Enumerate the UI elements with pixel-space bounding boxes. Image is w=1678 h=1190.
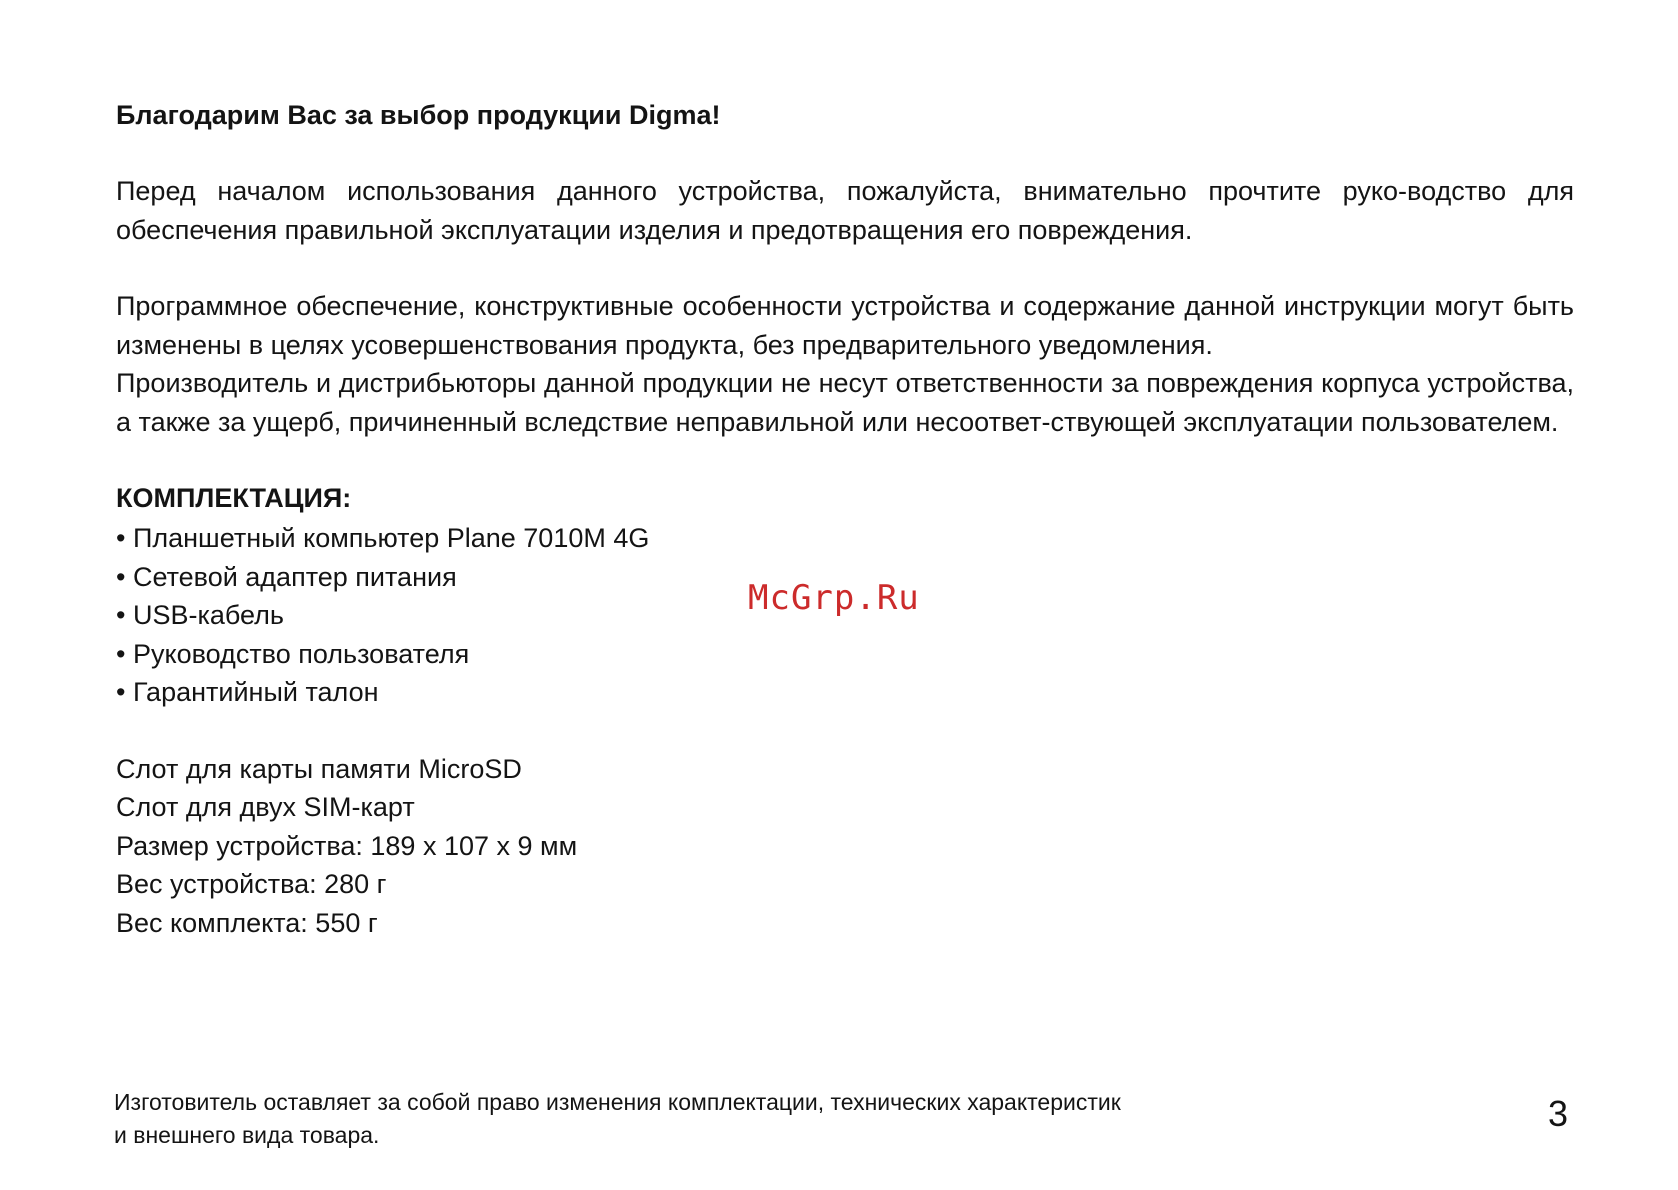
footer-line: Изготовитель оставляет за собой право изменения комплектации, технических характеристик xyxy=(114,1089,1121,1115)
spec-line: Слот для двух SIM-карт xyxy=(116,792,415,822)
spec-line: Вес устройства: 280 г xyxy=(116,869,387,899)
list-item: • Планшетный компьютер Plane 7010M 4G xyxy=(116,523,650,553)
list-item: • Руководство пользователя xyxy=(116,638,470,669)
spacer xyxy=(116,134,1574,172)
spec-line: Слот для карты памяти MicroSD xyxy=(116,753,522,784)
specs-block xyxy=(116,750,1574,943)
page-heading: Благодарим Вас за выбор продукции Digma! xyxy=(116,100,721,130)
list-item: • Гарантийный талон xyxy=(116,677,379,707)
notice-paragraph: Программное обеспечение, конструктивные особенности устройства и содержание данной инструкции могут быть изменены в целях усовершенствования продукта, без предварительного уведомления. xyxy=(116,291,1574,360)
spacer xyxy=(116,249,1574,287)
spec-line: Размер устройства: 189 x 107 x 9 мм xyxy=(116,830,578,861)
spacer xyxy=(116,441,1574,479)
liability-paragraph: Производитель и дистрибьюторы данной продукции не несут ответственности за повреждения корпуса устройства, а также за ущерб, причиненный вследствие неправильной или несоответ-ствующей эксплуатации пользователем. xyxy=(116,368,1574,437)
list-item: • Сетевой адаптер питания xyxy=(116,561,457,592)
spacer xyxy=(116,712,1574,750)
package-title: КОМПЛЕКТАЦИЯ: xyxy=(116,483,352,513)
intro-paragraph: Перед началом использования данного устройства, пожалуйста, внимательно прочтите руко-водство для обеспечения правильной эксплуатации изделия и предотвращения его повреждения. xyxy=(116,176,1574,245)
page-number: 3 xyxy=(1548,1093,1569,1134)
footer-line: и внешнего вида товара. xyxy=(114,1122,380,1148)
spec-line: Вес комплекта: 550 г xyxy=(116,907,378,938)
manual-page xyxy=(116,96,1574,942)
list-item: • USB-кабель xyxy=(116,600,284,630)
footer-note xyxy=(114,1086,1414,1152)
watermark: McGrp.Ru xyxy=(748,578,920,618)
